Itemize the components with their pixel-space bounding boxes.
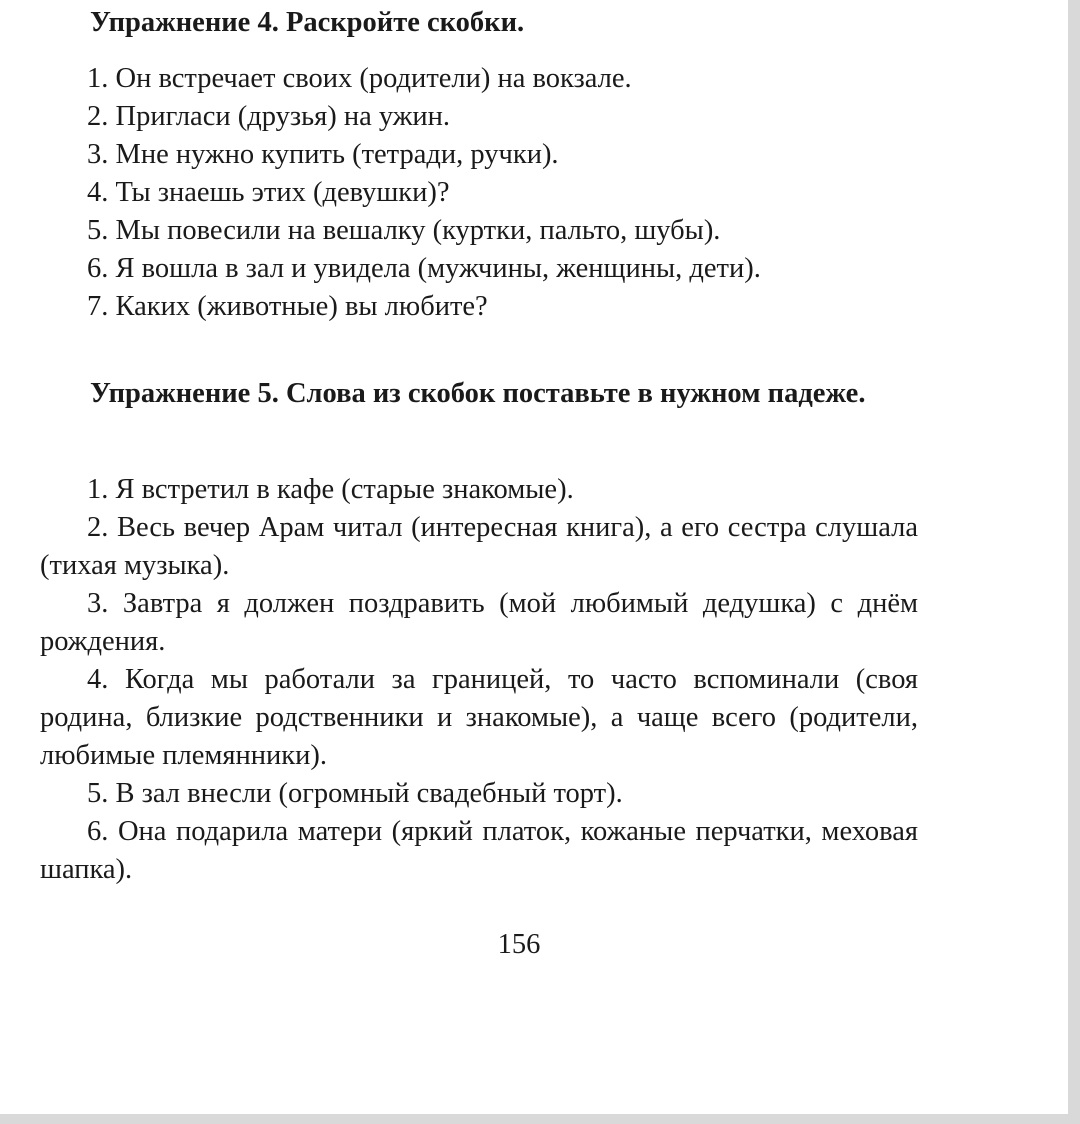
exercise-5-item: [40, 509, 918, 585]
exercise-5-item: [40, 661, 918, 775]
page-number: 156: [497, 929, 541, 960]
exercise-5-item: [40, 775, 918, 813]
item-text: Мне нужно купить (тетради, ручки).: [115, 139, 559, 170]
exercise-4-item: [40, 60, 918, 98]
item-number: 6.: [87, 816, 109, 847]
exercise-4-item: [40, 250, 918, 288]
item-text: Когда мы работали за границей, то часто вспоминали (своя родина, близкие родственники и знакомые), а чаще всего (родители, любимые племянники).: [40, 664, 919, 771]
item-number: 3.: [87, 588, 109, 619]
item-text: В зал внесли (огромный свадебный торт).: [115, 778, 623, 809]
item-text: Весь вечер Арам читал (интересная книга), а его сестра слушала (тихая музыка).: [40, 512, 918, 581]
exercise-5-title: Упражнение 5. Слова из скобок поставьте в нужном падеже.: [90, 378, 866, 409]
item-text: Мы повесили на вешалку (куртки, пальто, шубы).: [115, 215, 721, 246]
item-text: Каких (животные) вы любите?: [115, 291, 488, 322]
item-text: Ты знаешь этих (девушки)?: [115, 177, 450, 208]
item-number: 5.: [87, 778, 109, 809]
item-text: Завтра я должен поздравить (мой любимый дедушка) с днём рождения.: [40, 588, 919, 657]
item-number: 6.: [87, 253, 109, 284]
item-number: 7.: [87, 291, 109, 322]
item-number: 2.: [87, 101, 109, 132]
item-text: Он встречает своих (родители) на вокзале.: [115, 63, 632, 94]
exercise-5-item: [40, 471, 918, 509]
item-number: 4.: [87, 664, 109, 695]
item-number: 1.: [87, 474, 109, 505]
item-text: Она подарила матери (яркий платок, кожаные перчатки, меховая шапка).: [40, 816, 918, 885]
item-text: Я встретил в кафе (старые знакомые).: [115, 474, 574, 505]
exercise-5-item: [40, 813, 918, 889]
exercise-4-item: [40, 98, 918, 136]
exercise-4-list: [40, 60, 918, 326]
item-number: 5.: [87, 215, 109, 246]
item-number: 3.: [87, 139, 109, 170]
item-text: Пригласи (друзья) на ужин.: [115, 101, 451, 132]
exercise-5-list: [40, 471, 918, 889]
exercise-4-item: [40, 136, 918, 174]
exercise-4-title: Упражнение 4. Раскройте скобки.: [90, 7, 525, 38]
item-number: 1.: [87, 63, 109, 94]
exercise-4-item: [40, 288, 918, 326]
item-number: 2.: [87, 512, 109, 543]
exercise-4-item: [40, 212, 918, 250]
exercise-5-item: [40, 585, 918, 661]
item-number: 4.: [87, 177, 109, 208]
exercise-4-item: [40, 174, 918, 212]
item-text: Я вошла в зал и увидела (мужчины, женщины, дети).: [115, 253, 761, 284]
